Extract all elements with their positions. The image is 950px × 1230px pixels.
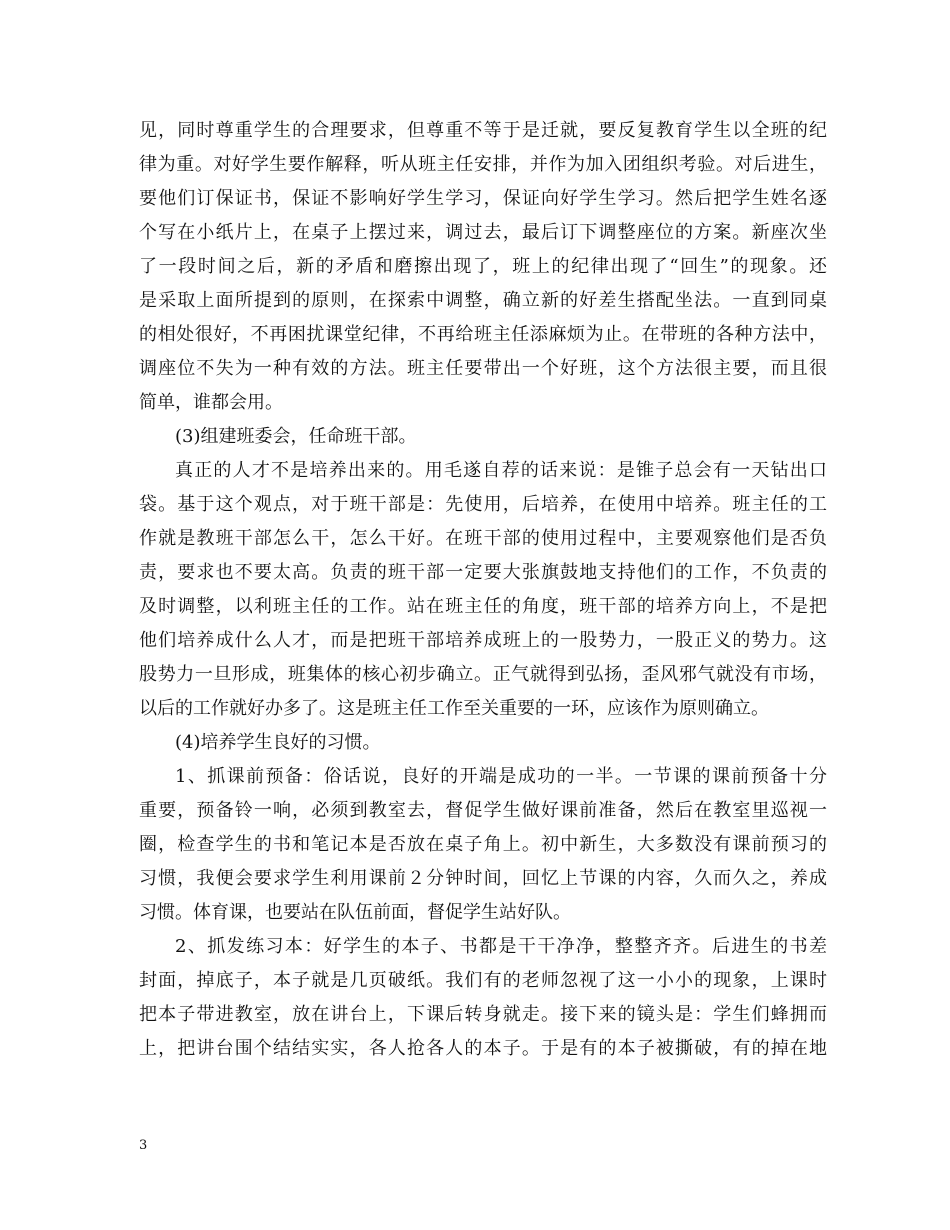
document-body [139,114,827,1066]
text-line: 个写在小纸片上，在桌子上摆过来，调过去，最后订下调整座位的方案。新座次坐 [139,222,827,243]
text-line: 以后的工作就好办多了。这是班主任工作至关重要的一环，应该作为原则确立。 [139,698,769,719]
text-line: 律为重。对好学生要作解释，听从班主任安排，并作为加入团组织考验。对后进生， [139,154,827,175]
paragraph-seating [139,114,827,420]
text-line: 重要，预备铃一响，必须到教室去，督促学生做好课前准备，然后在教室里巡视一 [139,800,827,821]
text-line: 上，把讲台围个结结实实，各人抢各人的本子。于是有的本子被撕破，有的掉在地 [139,1038,827,1059]
paragraph-class-committee [139,454,827,726]
text-line: 股势力一旦形成，班集体的核心初步确立。正气就得到弘扬，歪风邪气就没有市场， [139,664,827,685]
text-line: 及时调整，以利班主任的工作。站在班主任的角度，班干部的培养方向上，不是把 [139,596,827,617]
text-line: 了一段时间之后，新的矛盾和磨擦出现了，班上的纪律出现了“回生”的现象。还 [139,256,827,277]
paragraph-exercise-books [139,930,827,1066]
text-line: 作就是教班干部怎么干，怎么干好。在班干部的使用过程中，主要观察他们是否负 [139,528,827,549]
text-line: 袋。基于这个观点，对于班干部是：先使用，后培养，在使用中培养。班主任的工 [139,494,827,515]
text-line: 1、抓课前预备：俗话说，良好的开端是成功的一半。一节课的课前预备十分 [175,766,827,787]
paragraph-pre-class [139,760,827,930]
text-line: 2、抓发练习本：好学生的本子、书都是干干净净，整整齐齐。后进生的书差 [175,936,827,957]
text-line: 要他们订保证书，保证不影响好学生学习，保证向好学生学习。然后把学生姓名逐 [139,188,827,209]
text-line: 他们培养成什么人才，而是把班干部培养成班上的一股势力，一股正义的势力。这 [139,630,827,651]
text-line: 圈，检查学生的书和笔记本是否放在桌子角上。初中新生，大多数没有课前预习的 [139,834,827,855]
text-line: 习惯。体育课，也要站在队伍前面，督促学生站好队。 [139,902,571,923]
text-line: 见，同时尊重学生的合理要求，但尊重不等于是迁就，要反复教育学生以全班的纪 [139,120,827,141]
text-line: 是采取上面所提到的原则，在探索中调整，确立新的好差生搭配坐法。一直到同桌 [139,290,827,311]
text-line: 把本子带进教室，放在讲台上，下课后转身就走。接下来的镜头是：学生们蜂拥而 [139,1004,827,1025]
text-line: 简单，谁都会用。 [139,392,283,413]
page-number: 3 [139,1138,148,1153]
text-line: 真正的人才不是培养出来的。用毛遂自荐的话来说：是锥子总会有一天钻出口 [175,460,827,481]
section-heading-4: (4)培养学生良好的习惯。 [175,732,381,753]
text-line: 封面，掉底子，本子就是几页破纸。我们有的老师忽视了这一小小的现象，上课时 [139,970,827,991]
text-line: 责，要求也不要太高。负责的班干部一定要大张旗鼓地支持他们的工作，不负责的 [139,562,827,583]
text-line: 的相处很好，不再困扰课堂纪律，不再给班主任添麻烦为止。在带班的各种方法中， [139,324,827,345]
text-line: 调座位不失为一种有效的方法。班主任要带出一个好班，这个方法很主要，而且很 [139,358,827,379]
section-heading-3: (3)组建班委会，任命班干部。 [175,426,417,447]
text-line: 习惯，我便会要求学生利用课前２分钟时间，回忆上节课的内容，久而久之，养成 [139,868,827,889]
